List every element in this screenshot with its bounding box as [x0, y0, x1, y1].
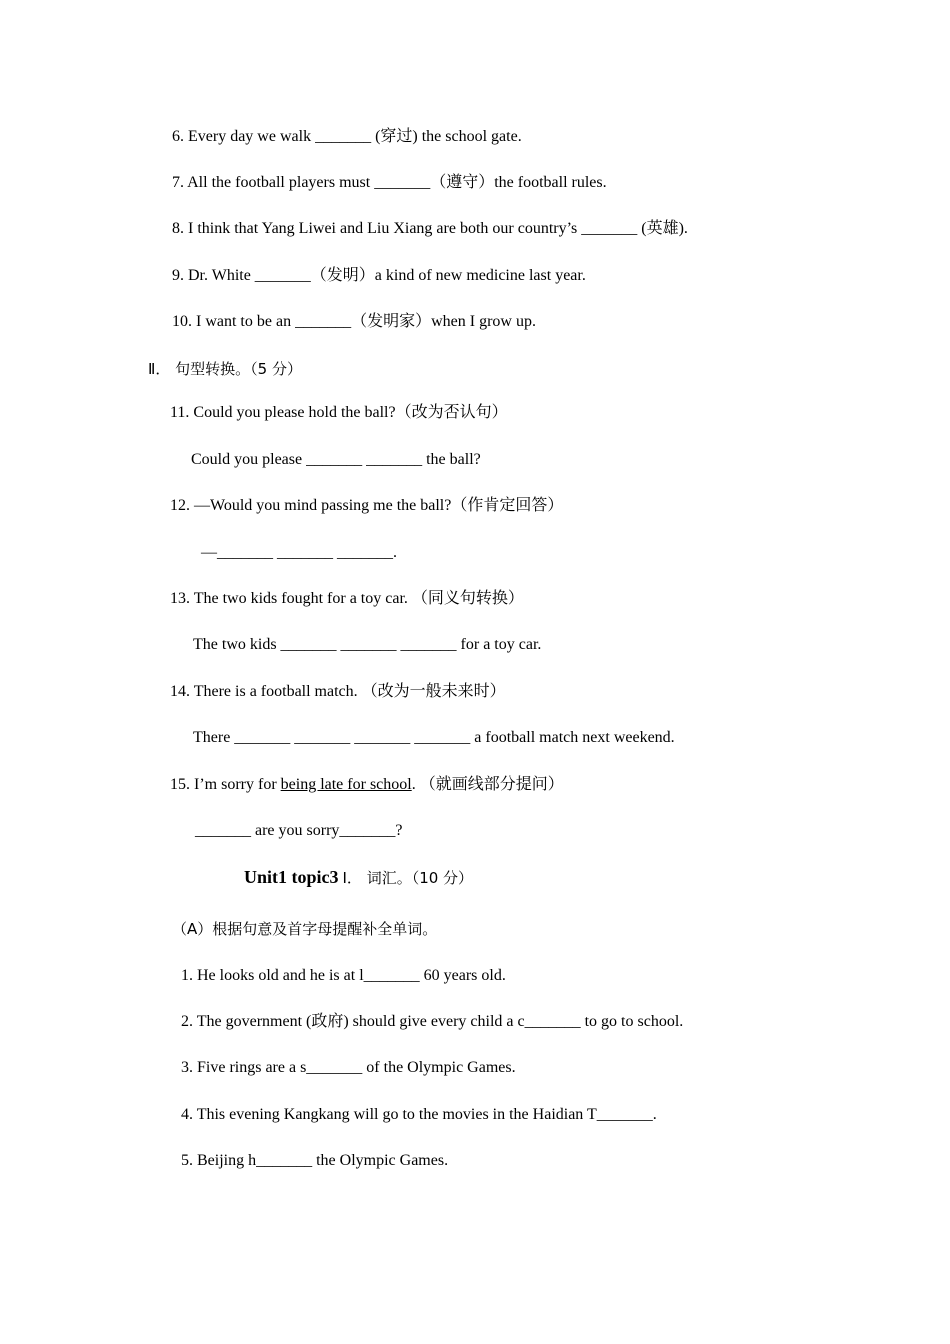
question-15	[170, 775, 564, 795]
question-14: 14. There is a football match. （改为一般未来时）	[170, 683, 506, 700]
question-6: 6. Every day we walk _______ (穿过) the school gate.	[172, 128, 522, 145]
question-15-suffix: . （就画线部分提问）	[411, 776, 564, 793]
question-9: 9. Dr. White _______（发明）a kind of new medicine last year.	[172, 267, 586, 284]
answer-15: _______ are you sorry_______?	[195, 822, 403, 839]
section-2-heading: Ⅱ． 句型转换。（5 分）	[148, 360, 302, 378]
question-12: 12. —Would you mind passing me the ball?（作肯定回答）	[170, 497, 564, 514]
section-3-title: Ⅰ． 词汇。（10 分）	[342, 869, 474, 887]
question-8: 8. I think that Yang Liwei and Liu Xiang are both our country’s _______ (英雄).	[172, 220, 688, 237]
question-15-underlined-phrase: being late for school	[280, 776, 412, 793]
vocab-item-4: 4. This evening Kangkang will go to the movies in the Haidian T_______.	[181, 1106, 657, 1123]
question-10: 10. I want to be an _______（发明家）when I grow up.	[172, 313, 536, 330]
question-7: 7. All the football players must _______（遵守）the football rules.	[172, 174, 607, 191]
vocab-item-1: 1. He looks old and he is at l_______ 60 years old.	[181, 967, 506, 984]
vocab-item-2: 2. The government (政府) should give every child a c_______ to go to school.	[181, 1013, 684, 1030]
answer-11: Could you please _______ _______ the ball?	[191, 451, 481, 468]
vocab-item-3: 3. Five rings are a s_______ of the Olympic Games.	[181, 1059, 516, 1076]
section-3-heading	[244, 867, 473, 889]
question-11: 11. Could you please hold the ball?（改为否认句）	[170, 404, 508, 421]
sub-section-a-instruction: （A）根据句意及首字母提醒补全单词。	[172, 920, 438, 938]
vocab-item-5: 5. Beijing h_______ the Olympic Games.	[181, 1152, 449, 1169]
unit-title: Unit1 topic3	[244, 867, 339, 887]
answer-13: The two kids _______ _______ _______ for a toy car.	[193, 636, 542, 653]
answer-14: There _______ _______ _______ _______ a football match next weekend.	[193, 729, 675, 746]
question-15-prefix: 15. I’m sorry for	[170, 776, 281, 793]
answer-12: —_______ _______ _______.	[201, 544, 397, 561]
question-13: 13. The two kids fought for a toy car. （同义句转换）	[170, 590, 524, 607]
